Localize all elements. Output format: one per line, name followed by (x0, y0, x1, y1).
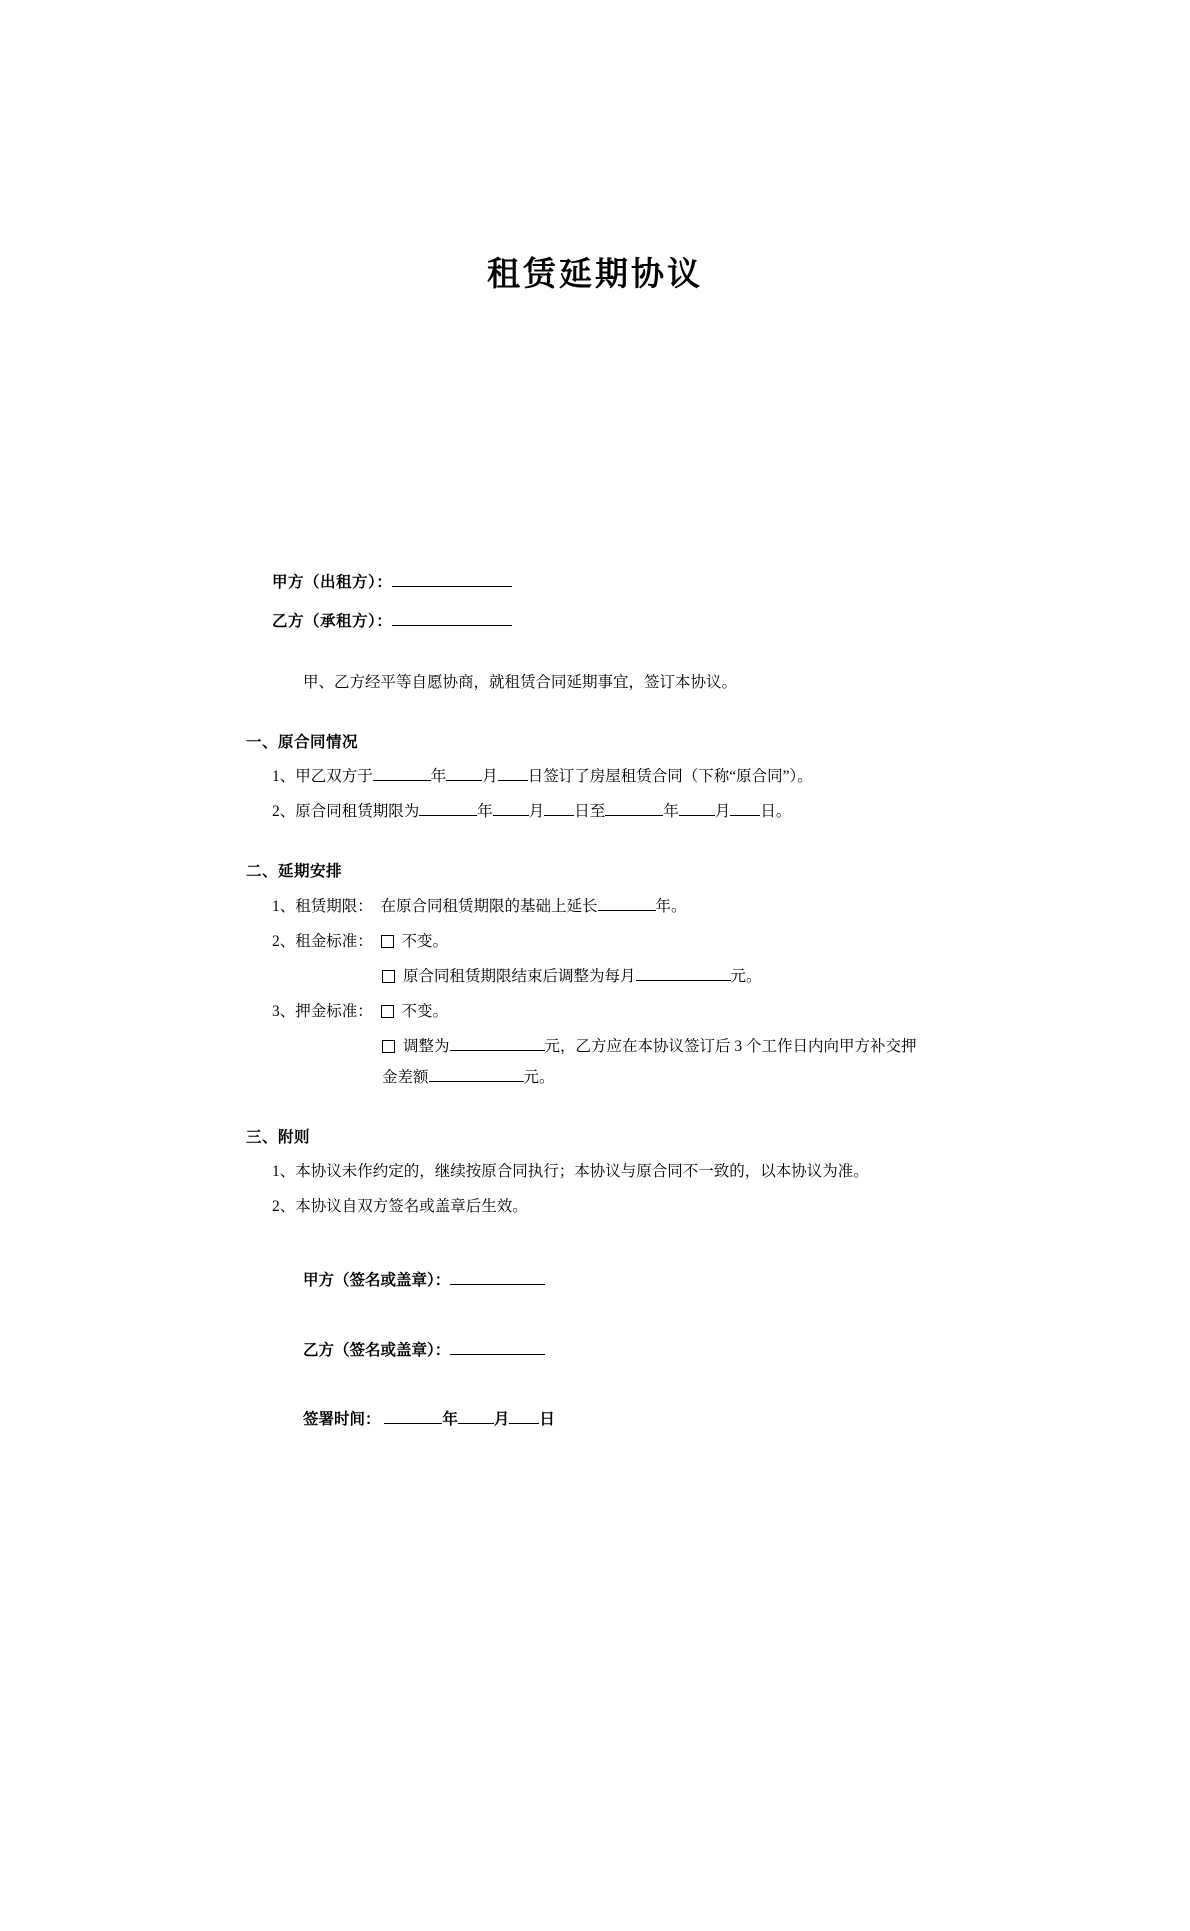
item-text: 2、原合同租赁期限为 (272, 803, 420, 821)
section-1-heading: 一、原合同情况 (246, 733, 359, 751)
section-extension-arrangement (246, 857, 932, 1092)
new-rent-amount-input[interactable] (636, 980, 731, 981)
sign-month-input[interactable] (458, 1423, 494, 1424)
item-text: 月 (482, 768, 498, 786)
signature-date-month-unit: 月 (493, 1411, 510, 1429)
item-label: 2、租金标准： (272, 932, 373, 950)
extension-years-input[interactable] (598, 910, 656, 911)
item-text: 年 (663, 803, 679, 821)
item-label: 3、押金标准： (272, 1002, 373, 1020)
section-supplementary (246, 1123, 932, 1222)
signature-party-b-input[interactable] (450, 1354, 545, 1355)
party-a-label: 甲方（出租方）： (272, 574, 393, 591)
section-2-item-2-option-2 (272, 961, 932, 992)
section-3-item-1: 1、本协议未作约定的，继续按原合同执行；本协议与原合同不一致的，以本协议为准。 (272, 1163, 869, 1181)
term-end-month-input[interactable] (679, 815, 715, 816)
item-text: 不变。 (401, 932, 449, 950)
item-text: 在原合同租赁期限的基础上延长 (380, 897, 598, 915)
deposit-difference-input[interactable] (429, 1081, 524, 1082)
document-page (0, 248, 1190, 1931)
signature-party-b-block (272, 1336, 932, 1365)
signature-party-a (272, 1266, 932, 1295)
item-text: 日。 (760, 803, 792, 821)
item-text: 年 (430, 768, 447, 786)
term-start-day-input[interactable] (544, 815, 574, 816)
sign-year-input[interactable] (384, 1423, 442, 1424)
signature-date (272, 1405, 932, 1434)
signature-date-block (272, 1405, 932, 1434)
section-2-item-3-option-2 (272, 1031, 932, 1093)
item-text: 日至 (574, 803, 606, 821)
term-start-month-input[interactable] (493, 815, 529, 816)
item-text: 年 (477, 803, 493, 821)
item-text: 1、甲乙双方于 (272, 768, 373, 786)
sign-day-input[interactable] (509, 1423, 539, 1424)
section-original-contract (246, 728, 932, 827)
signature-party-b (272, 1336, 932, 1365)
item-text: 元。 (730, 967, 762, 985)
item-text: 月 (714, 803, 731, 821)
section-2-item-2 (272, 926, 932, 957)
signature-party-a-block (272, 1266, 932, 1295)
party-a-line (272, 568, 932, 597)
term-end-year-input[interactable] (605, 815, 663, 816)
party-b-label: 乙方（承租方）： (272, 613, 393, 631)
section-2-heading: 二、延期安排 (246, 863, 343, 881)
item-text: 年。 (655, 897, 687, 915)
item-text: 元，乙方应在本协议签订后 3 个工作日内向甲方补交押金差额 (382, 1037, 917, 1086)
party-b-input[interactable] (392, 625, 512, 626)
section-2-item-3 (272, 996, 932, 1027)
document-body (246, 568, 932, 1435)
section-1-item-2 (272, 796, 932, 827)
intro-paragraph: 甲、乙方经平等自愿协商，就租赁合同延期事宜，签订本协议。 (303, 673, 738, 691)
section-3-heading: 三、附则 (246, 1128, 311, 1146)
contract-sign-year-input[interactable] (373, 780, 431, 781)
signature-date-label: 签署时间： (303, 1411, 381, 1429)
page-title: 租赁延期协议 (487, 254, 703, 293)
signature-party-a-input[interactable] (450, 1284, 545, 1285)
new-deposit-amount-input[interactable] (450, 1050, 545, 1051)
deposit-unchanged-checkbox[interactable] (381, 1005, 394, 1018)
item-text: 不变。 (401, 1002, 449, 1020)
section-3-item-2: 2、本协议自双方签名或盖章后生效。 (272, 1198, 528, 1216)
contract-sign-month-input[interactable] (446, 780, 482, 781)
item-text: 月 (528, 803, 545, 821)
signature-party-a-label: 甲方（签名或盖章）： (303, 1272, 451, 1290)
item-text: 原合同租赁期限结束后调整为每月 (403, 967, 636, 985)
item-text: 调整为 (403, 1037, 450, 1055)
party-a-input[interactable] (392, 586, 512, 587)
term-start-year-input[interactable] (419, 815, 477, 816)
item-text: 日签订了房屋租赁合同（下称“原合同”）。 (527, 768, 813, 786)
party-b-line (272, 607, 932, 636)
contract-sign-day-input[interactable] (498, 780, 528, 781)
signature-party-b-label: 乙方（签名或盖章）： (303, 1341, 451, 1359)
item-text: 元。 (523, 1068, 555, 1086)
section-2-item-1 (272, 891, 932, 922)
item-label: 1、租赁期限： (272, 897, 373, 915)
signature-date-year-unit: 年 (442, 1411, 458, 1429)
section-1-item-1 (272, 761, 932, 792)
deposit-adjusted-checkbox[interactable] (382, 1040, 395, 1053)
rent-unchanged-checkbox[interactable] (381, 935, 394, 948)
term-end-day-input[interactable] (730, 815, 760, 816)
rent-adjusted-checkbox[interactable] (382, 970, 395, 983)
signature-date-day-unit: 日 (539, 1411, 555, 1429)
